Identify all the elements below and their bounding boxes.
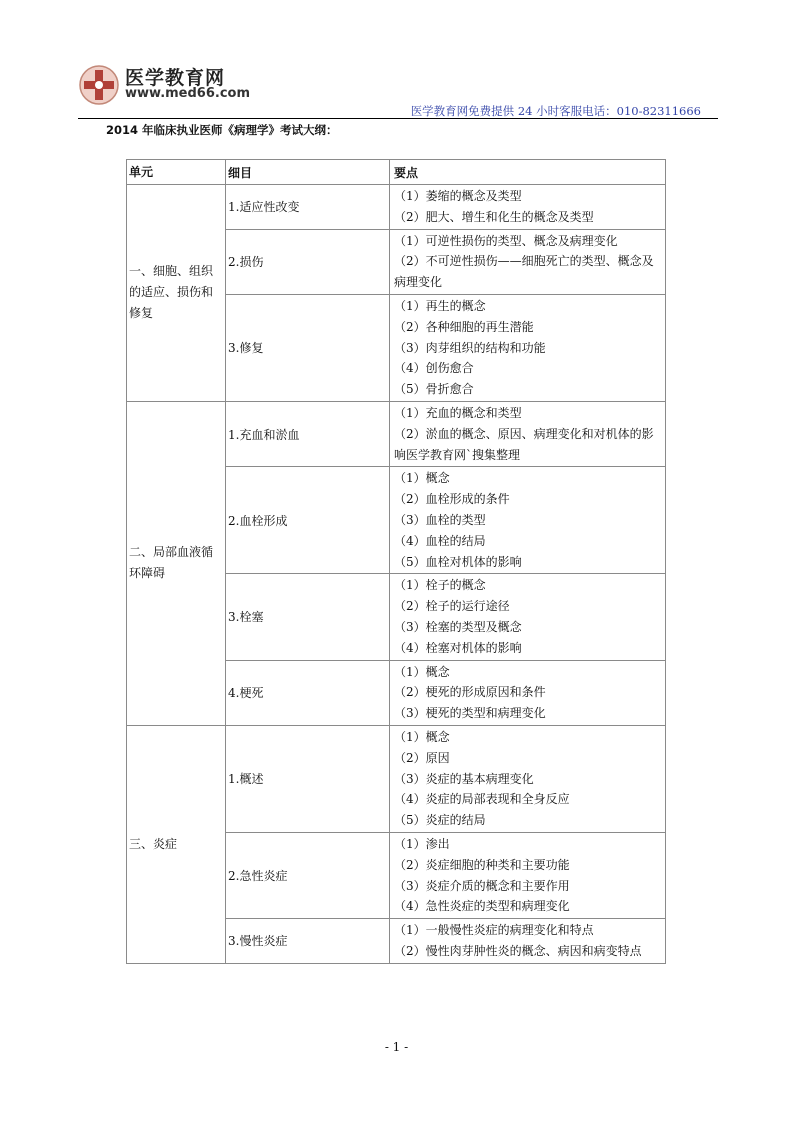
point-item: （5）骨折愈合 [394,382,474,397]
site-logo [78,62,258,106]
unit-cell: 一、细胞、组织的适应、损伤和修复 [127,185,226,402]
unit-cell: 三、炎症 [127,725,226,963]
point-item: （1）概念 [394,471,450,486]
detail-cell: 2.血栓形成 [226,467,390,574]
point-item: （3）肉芽组织的结构和功能 [394,340,546,355]
point-item: （2）慢性肉芽肿性炎的概念、病因和病变特点 [394,943,642,958]
header-divider [78,118,718,119]
table-row [127,185,666,230]
point-item: （2）不可逆性损伤——细胞死亡的类型、概念及病理变化 [394,254,654,290]
points-cell [390,229,666,294]
detail-cell: 3.修复 [226,294,390,401]
document-title: 2014 年临床执业医师《病理学》考试大纲： [106,123,338,137]
logo-title: 医学教育网 [125,67,226,89]
point-item: （2）栓子的运行途径 [394,599,510,614]
point-item: （4）急性炎症的类型和病理变化 [394,899,570,914]
point-item: （4）血栓的结局 [394,533,486,548]
point-item: （3）炎症的基本病理变化 [394,771,534,786]
points-cell [390,725,666,832]
point-item: （5）血栓对机体的影响 [394,554,522,569]
point-item: （2）各种细胞的再生潜能 [394,319,534,334]
column-header-unit: 单元 [127,160,226,185]
points-cell [390,294,666,401]
point-item: （1）概念 [394,664,450,679]
detail-cell: 4.梗死 [226,660,390,725]
points-cell [390,185,666,230]
point-item: （2）血栓形成的条件 [394,492,510,507]
point-item: （3）血栓的类型 [394,512,486,527]
detail-cell: 2.损伤 [226,229,390,294]
points-cell [390,832,666,918]
point-item: （3）梗死的类型和病理变化 [394,706,546,721]
point-item: （4）创伤愈合 [394,361,474,376]
point-item: （4）炎症的局部表现和全身反应 [394,792,570,807]
point-item: （1）再生的概念 [394,298,486,313]
point-item: （1）一般慢性炎症的病理变化和特点 [394,923,594,938]
table-row [127,725,666,832]
points-cell [390,574,666,660]
detail-cell: 1.充血和淤血 [226,401,390,466]
table-row [127,401,666,466]
detail-cell: 1.概述 [226,725,390,832]
column-header-detail: 细目 [226,160,390,185]
points-cell [390,660,666,725]
medical-cross-logo-icon [78,64,120,106]
point-item: （2）肥大、增生和化生的概念及类型 [394,209,594,224]
point-item: （1）渗出 [394,836,450,851]
point-item: （1）充血的概念和类型 [394,405,522,420]
header-contact-note: 医学教育网免费提供 24 小时客服电话：010-82311666 [410,104,701,118]
detail-cell: 1.适应性改变 [226,185,390,230]
table-header-row [127,160,666,185]
point-item: （1）概念 [394,729,450,744]
point-item: （2）炎症细胞的种类和主要功能 [394,857,570,872]
point-item: （1）萎缩的概念及类型 [394,189,522,203]
point-item: （1）可逆性损伤的类型、概念及病理变化 [394,233,618,248]
points-cell [390,401,666,466]
point-item: （5）炎症的结局 [394,813,486,828]
unit-cell: 二、局部血液循环障碍 [127,401,226,725]
point-item: （2）梗死的形成原因和条件 [394,685,546,700]
point-item: （2）淤血的概念、原因、病理变化和对机体的影响医学教育网`搜集整理 [394,426,654,462]
point-item: （2）原因 [394,750,450,765]
point-item: （4）栓塞对机体的影响 [394,640,522,655]
detail-cell: 3.栓塞 [226,574,390,660]
points-cell [390,919,666,964]
point-item: （3）炎症介质的概念和主要作用 [394,878,570,893]
syllabus-table [126,159,666,964]
points-cell [390,467,666,574]
point-item: （1）栓子的概念 [394,578,486,593]
page-number: - 1 - [384,1040,409,1054]
column-header-points: 要点 [390,160,666,185]
detail-cell: 2.急性炎症 [226,832,390,918]
point-item: （3）栓塞的类型及概念 [394,619,522,634]
logo-url: www.med66.com [125,86,251,101]
detail-cell: 3.慢性炎症 [226,919,390,964]
